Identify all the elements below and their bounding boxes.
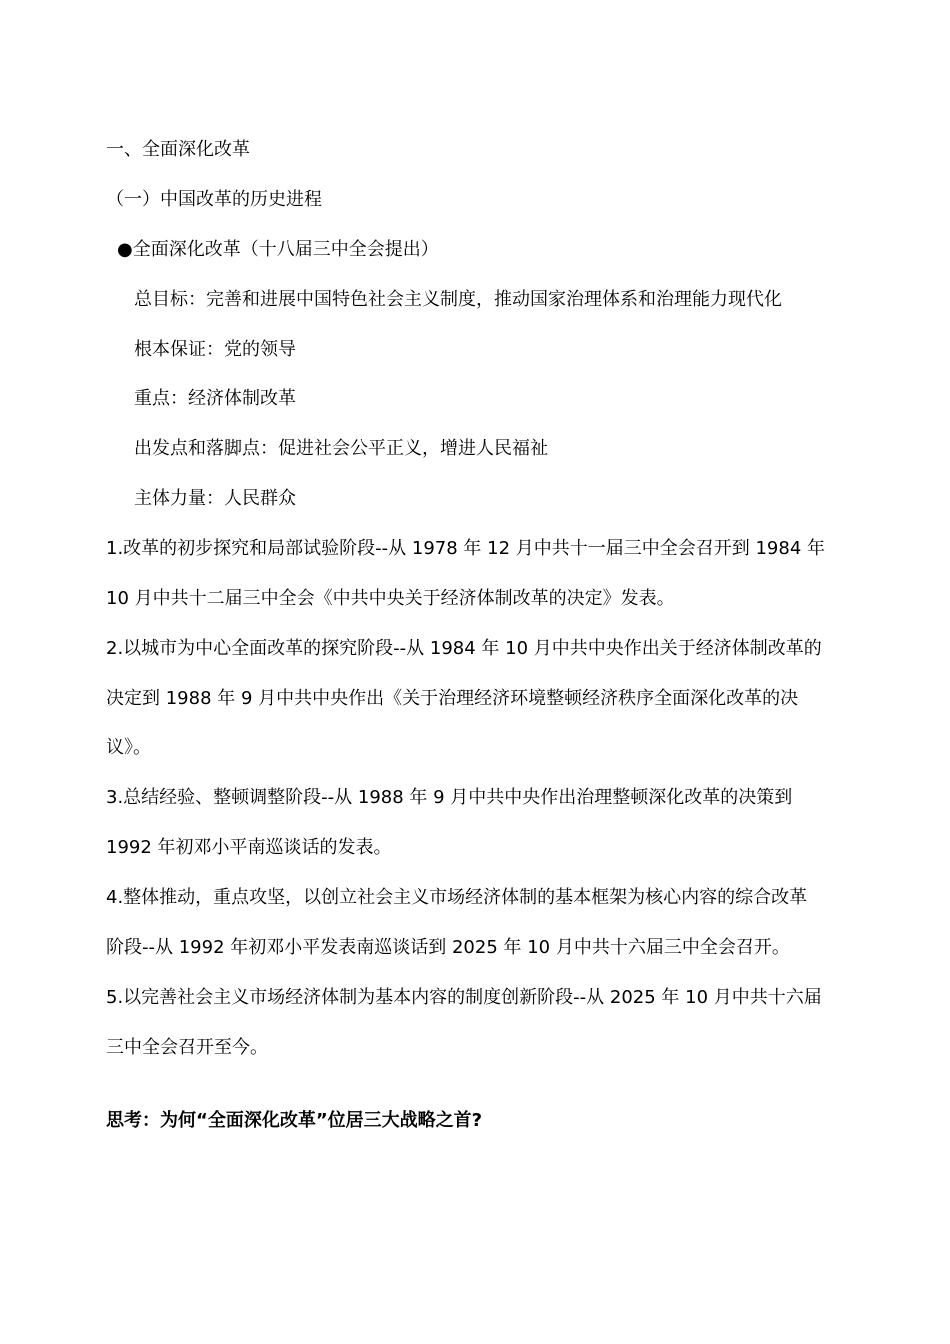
stage-2-line-3: 议》。 bbox=[106, 737, 151, 758]
stage-1-line-2: 10 月中共十二届三中全会《中共中央关于经济体制改革的决定》发表。 bbox=[106, 588, 675, 609]
stage-3-line-2: 1992 年初邓小平南巡谈话的发表。 bbox=[106, 837, 392, 858]
stage-3-line-1: 3.总结经验、整顿调整阶段--从 1988 年 9 月中共中央作出治理整顿深化改革的决策到 bbox=[106, 787, 793, 808]
point-goal: 总目标：完善和进展中国特色社会主义制度，推动国家治理体系和治理能力现代化 bbox=[134, 289, 782, 310]
point-main-force: 主体力量：人民群众 bbox=[134, 488, 296, 509]
point-guarantee: 根本保证：党的领导 bbox=[134, 339, 296, 360]
section-heading: 一、全面深化改革 bbox=[106, 139, 250, 160]
bullet-heading: ●全面深化改革（十八届三中全会提出） bbox=[117, 239, 439, 260]
stage-2-line-2: 决定到 1988 年 9 月中共中央作出《关于治理经济环境整顿经济秩序全面深化改革的决 bbox=[106, 688, 799, 709]
reflection-question: 思考：为何“全面深化改革”位居三大战略之首? bbox=[106, 1110, 483, 1131]
stage-1-line-1: 1.改革的初步探究和局部试验阶段--从 1978 年 12 月中共十一届三中全会召开到 1984 年 bbox=[106, 538, 826, 559]
stage-4-line-2: 阶段--从 1992 年初邓小平发表南巡谈话到 2025 年 10 月中共十六届三中全会召开。 bbox=[106, 937, 790, 958]
stage-5-line-2: 三中全会召开至今。 bbox=[106, 1037, 268, 1058]
stage-2-line-1: 2.以城市为中心全面改革的探究阶段--从 1984 年 10 月中共中央作出关于经济体制改革的 bbox=[106, 638, 822, 659]
subsection-heading: （一）中国改革的历史进程 bbox=[106, 189, 322, 210]
point-starting-point: 出发点和落脚点：促进社会公平正义，增进人民福祉 bbox=[134, 438, 548, 459]
stage-5-line-1: 5.以完善社会主义市场经济体制为基本内容的制度创新阶段--从 2025 年 10 月中共十六届 bbox=[106, 987, 822, 1008]
point-focus: 重点：经济体制改革 bbox=[134, 388, 296, 409]
stage-4-line-1: 4.整体推动，重点攻坚，以创立社会主义市场经济体制的基本框架为核心内容的综合改革 bbox=[106, 887, 808, 908]
